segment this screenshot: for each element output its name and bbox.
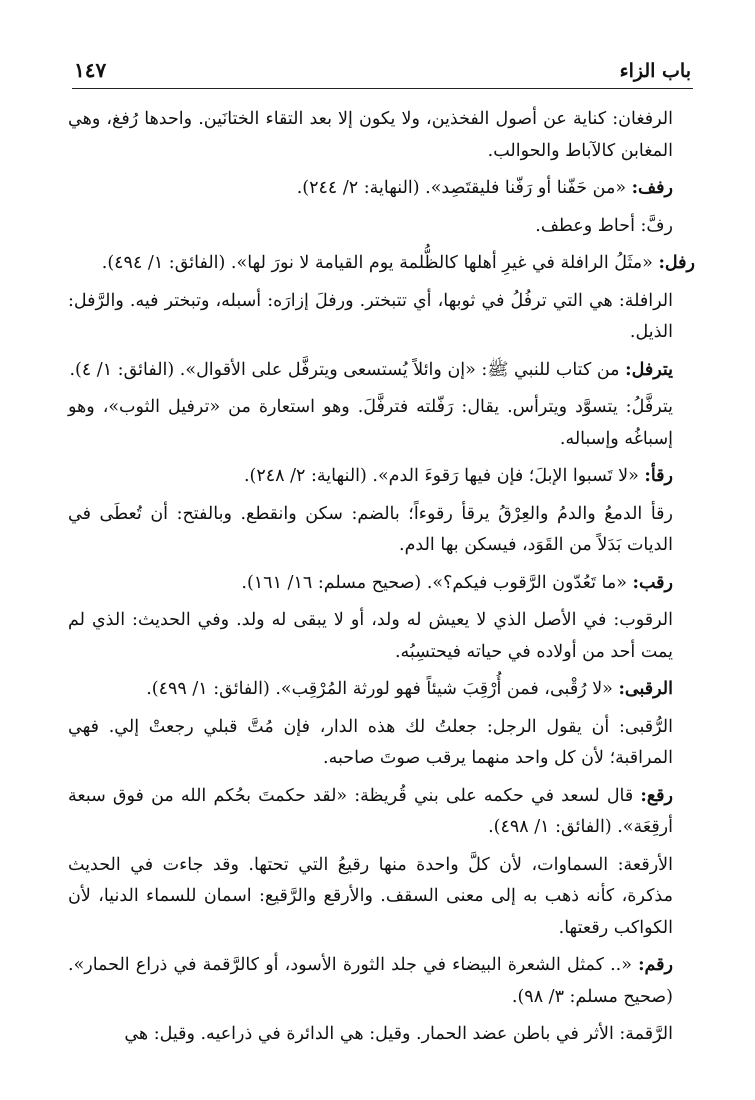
entry-paragraph: رفف: «من حَفّنا أو رَفّنا فليقتَصِد». (النهاية: ٢/ ٢٤٤).: [296, 178, 673, 198]
entry-paragraph: الرقبى: «لا رُقْبى، فمن أُرْقِبَ شيئاً فهو لورثة المُرْقِب». (الفائق: ١/ ٤٩٩).: [146, 679, 673, 699]
page-number: ١٤٧: [74, 58, 107, 82]
definition-paragraph: الرُّقبى: أن يقول الرجل: جعلتُ لك هذه الدار، فإن مُتَّ قبلي رجعتْ إلي. فهي المراقبة؛ لأن كل واحد منهما يرقب صوتَ صاحبه.: [68, 716, 673, 768]
entry-headword: رفف:: [631, 178, 673, 198]
entry-paragraph: يترفل: من كتاب للنبي ﷺ: «إن وائلاً يُستسعى ويترفَّل على الأقوال». (الفائق: ١/ ٤).: [69, 359, 673, 380]
entry-headword: رفل:: [658, 253, 695, 273]
entry-paragraph: رقأ: «لا تَسبوا الإبلَ؛ فإن فيها رَقوءَ الدم». (النهاية: ٢/ ٢٤٨).: [243, 466, 673, 486]
definition-paragraph: الرقوب: في الأصل الذي لا يعيش له ولد، أو لا يبقى له ولد. وفي الحديث: الذي لم يمت أحد من أولاده في حياته فيحتسِبُه.: [68, 610, 673, 662]
entry-paragraph: رقم: «.. كمثل الشعرة البيضاء في جلد الثورة الأسود، أو كالرَّقمة في ذراع الحمار». (صحيح مسلم: ٣/ ٩٨).: [68, 955, 673, 1007]
definition-paragraph: الرافلة: هي التي ترفُلُ في ثوبها، أي تتبختر. ورفلَ إزارَه: أسبله، وتبختر فيه. والرَّفل: الذيل.: [68, 290, 673, 342]
definition-paragraph: الرفغان: كناية عن أصول الفخذين، ولا يكون إلا بعد التقاء الختانَين. واحدها رُفغ، وهي المغابن كالآباط والحوالب.: [68, 109, 673, 161]
page-header: [72, 56, 693, 89]
entry-headword: رقم:: [638, 955, 673, 975]
definition-paragraph: رفَّ: أحاط وعطف.: [535, 215, 673, 236]
entry-paragraph: رقب: «ما تَعُدّون الرَّقوب فيكم؟». (صحيح مسلم: ١٦/ ١٦١).: [241, 572, 673, 593]
entry-headword: رقأ:: [644, 466, 673, 486]
entry-headword: الرقبى:: [618, 679, 673, 699]
entry-headword: رقع:: [640, 785, 673, 806]
definition-paragraph: رقأ الدمعُ والدمُ والعِرْقُ يرقأ رقوءاً؛ بالضم: سكن وانقطع. وبالفتح: أن تُعطَى في الديات بَدَلاً من القَوَد، فيسكن بها الدم.: [68, 503, 673, 555]
entry-paragraph: رفل: «مثَلُ الرافلة في غيرِ أهلها كالظُّلمة يوم القيامة لا نورَ لها». (الفائق: ١/ ٤٩٤).: [101, 253, 695, 273]
definition-paragraph: الأرقعة: السماوات، لأن كلَّ واحدة منها رقيعُ التي تحتها. وقد جاءت في الحديث مذكرة، كأنه ذهب به إلى معنى السقف. والأرقع والرَّقيع: اسمان للسماء الدنيا، لأن الكواكب رقعتها.: [68, 854, 673, 938]
entry-headword: يترفل:: [625, 359, 673, 380]
definition-paragraph: يترفَّلُ: يتسوَّد ويترأس. يقال: رَفّلته فترفَّلَ. وهو استعارة من «ترفيل الثوب»، وهو إسباغُه وإسباله.: [68, 397, 673, 449]
chapter-title: باب الزاء: [619, 60, 691, 82]
entry-paragraph: رقع: قال لسعد في حكمه على بني قُريظة: «لقد حكمتَ بحُكم الله من فوق سبعة أرقِعَة». (الفائق: ١/ ٤٩٨).: [68, 785, 673, 837]
page-body: [68, 104, 695, 1057]
entry-headword: رقب:: [632, 572, 673, 593]
definition-paragraph: الرَّقمة: الأثر في باطن عضد الحمار. وقيل: هي الدائرة في ذراعيه. وقيل: هي: [124, 1024, 673, 1044]
